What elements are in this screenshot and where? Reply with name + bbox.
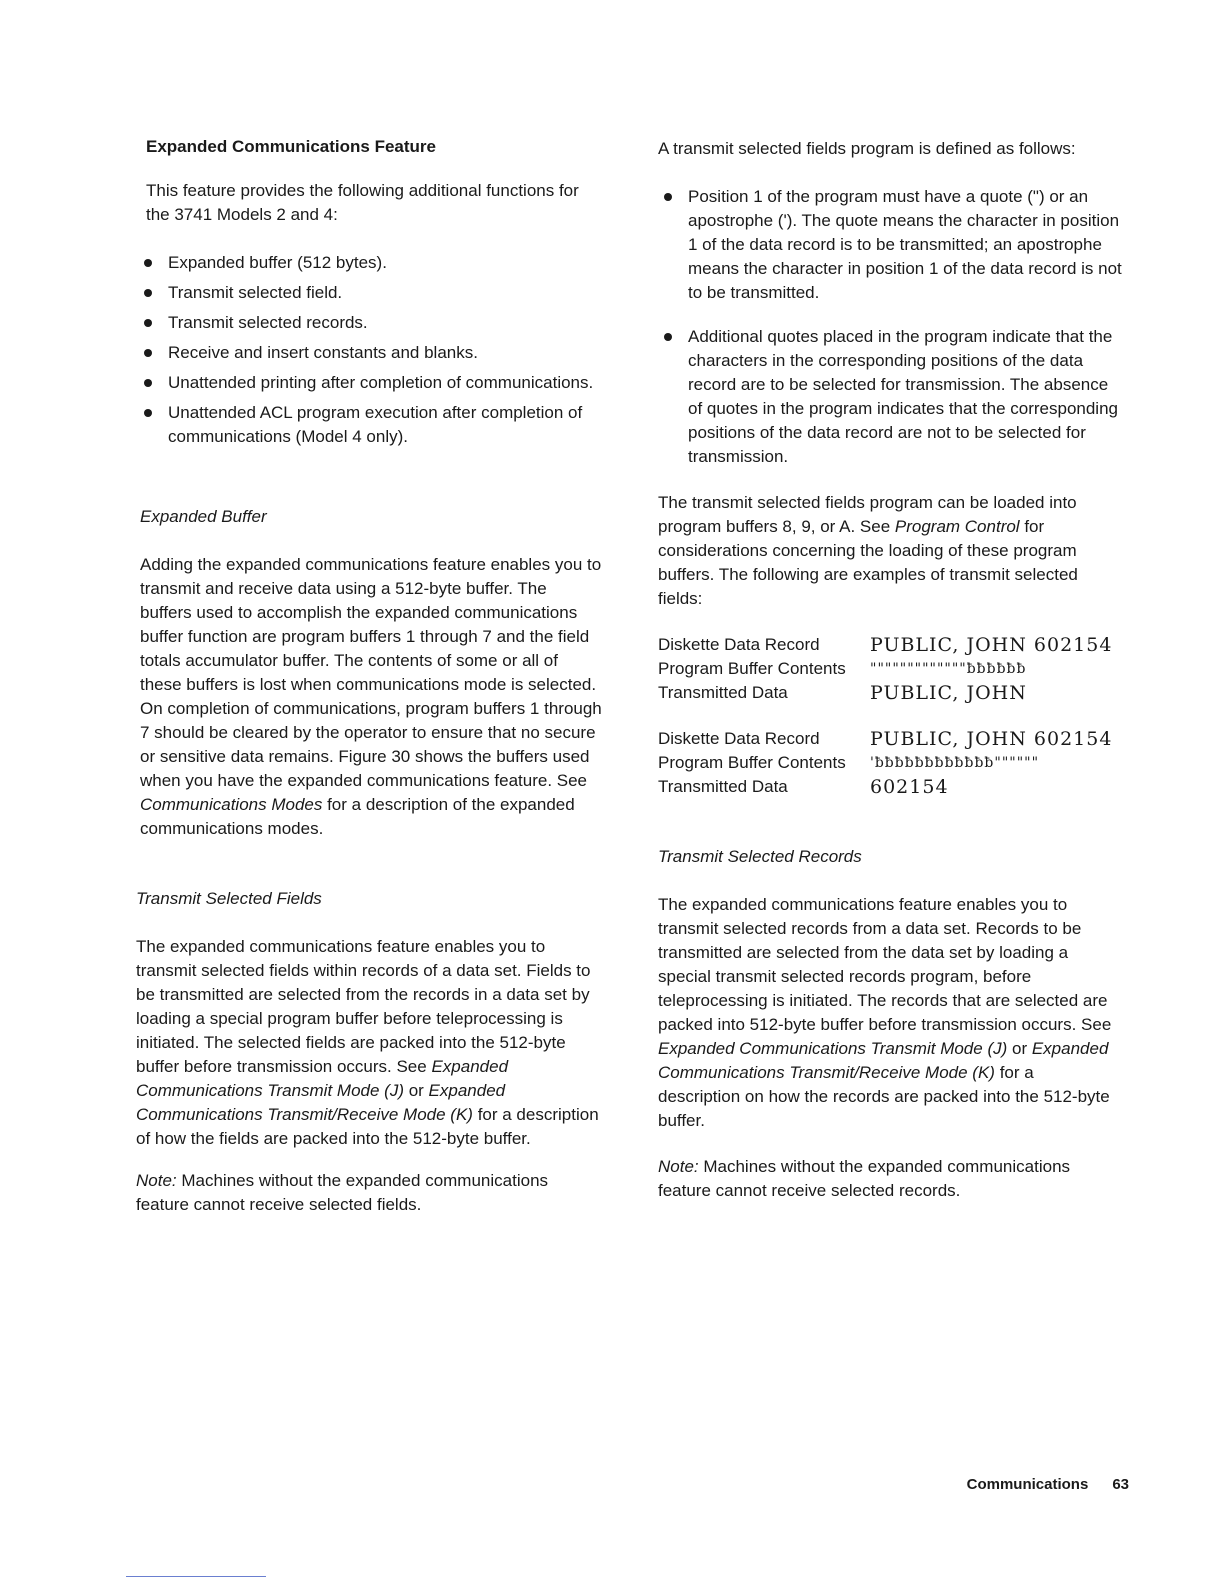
example-value: PUBLIC, JOHN xyxy=(870,682,1027,704)
paragraph-text: The transmit selected fields program can be loaded into program buffers 8, 9, or A. See xyxy=(658,493,1077,536)
cross-reference: Expanded Communications Transmit/Receive Mode (K) xyxy=(136,1081,506,1124)
expanded-buffer-section xyxy=(140,505,616,841)
example-value: 602154 xyxy=(870,776,949,798)
table-row xyxy=(658,751,1112,775)
note-text: Machines without the expanded communications feature cannot receive selected records. xyxy=(658,1157,1071,1200)
list-item: Receive and insert constants and blanks. xyxy=(138,341,616,365)
left-column xyxy=(136,135,616,1217)
note-paragraph xyxy=(136,1169,596,1217)
example-label: Diskette Data Record xyxy=(658,729,820,748)
transmit-records-section xyxy=(658,845,1123,1203)
example-value: PUBLIC, JOHN 602154 xyxy=(870,634,1113,656)
cross-reference: Expanded Communications Transmit Mode (J) xyxy=(136,1057,509,1100)
transmit-fields-section xyxy=(136,887,616,1217)
body-paragraph xyxy=(658,491,1114,611)
right-column xyxy=(658,137,1123,1203)
page-footer xyxy=(967,1476,1129,1493)
bottom-divider xyxy=(126,1576,266,1577)
table-row xyxy=(658,727,1112,751)
list-item: Unattended printing after completion of communications. xyxy=(138,371,616,395)
table-row xyxy=(658,657,1112,681)
table-row xyxy=(658,633,1112,657)
cross-reference: Expanded Communications Transmit/Receive Mode (K) xyxy=(658,1039,1109,1082)
note-text: Machines without the expanded communications feature cannot receive selected fields. xyxy=(136,1171,549,1214)
example-label: Diskette Data Record xyxy=(658,635,820,654)
cross-reference: Expanded Communications Transmit Mode (J) xyxy=(658,1039,1008,1058)
table-row xyxy=(658,775,1112,799)
list-item: Unattended ACL program execution after completion of communications (Model 4 only). xyxy=(138,401,608,449)
paragraph-text: for a description of the expanded communications modes. xyxy=(140,795,575,838)
intro-paragraph: This feature provides the following additional functions for the 3741 Models 2 and 4: xyxy=(146,181,579,224)
definition-intro: A transmit selected fields program is defined as follows: xyxy=(658,139,1076,158)
example-value: """""""""""""ƀƀƀƀƀƀ xyxy=(870,661,1027,677)
list-item: Additional quotes placed in the program indicate that the characters in the corresponding positions of the data record are to be selected for transmission. The absence of quotes in the program indicates that the corresponding positions of the data record are not to be selected for transmission. xyxy=(658,325,1123,469)
example-value: PUBLIC, JOHN 602154 xyxy=(870,728,1113,750)
example-label: Program Buffer Contents xyxy=(658,659,846,678)
definition-list xyxy=(658,185,1123,469)
note-paragraph xyxy=(658,1155,1114,1203)
list-item: Position 1 of the program must have a quote (") or an apostrophe ('). The quote means the character in position 1 of the data record is to be transmitted; an apostrophe means the character in position 1 of the data record is not to be transmitted. xyxy=(658,185,1123,305)
example-table-2 xyxy=(658,727,1112,799)
paragraph-text: for considerations concerning the loading of these program buffers. The following are examples of transmit selected fields: xyxy=(658,517,1078,608)
paragraph-text: The expanded communications feature enables you to transmit selected records from a data set. Records to be transmitted are selected from the data set by loading a special transmit selected records program, before teleprocessing is initiated. The records that are selected are packed into 512-byte buffer before transmission occurs. See xyxy=(658,895,1112,1034)
example-label: Transmitted Data xyxy=(658,777,788,796)
paragraph-text: for a description of how the fields are packed into the 512-byte buffer. xyxy=(136,1105,599,1148)
paragraph-text: or xyxy=(1007,1039,1032,1058)
subsection-heading: Expanded Buffer xyxy=(140,507,267,526)
paragraph-text: for a description on how the records are packed into the 512-byte buffer. xyxy=(658,1063,1110,1130)
example-table-1 xyxy=(658,633,1112,705)
paragraph-text: The expanded communications feature enables you to transmit selected fields within records of a data set. Fields to be transmitted are selected from the records in a data set by loading a special program buffer before teleprocessing is initiated. The selected fields are packed into the 512-byte buffer before transmission occurs. See xyxy=(136,937,591,1076)
feature-list xyxy=(138,251,616,449)
paragraph-text: or xyxy=(403,1081,429,1100)
example-value: 'ƀƀƀƀƀƀƀƀƀƀƀƀ"""""" xyxy=(870,755,1040,771)
subsection-heading: Transmit Selected Records xyxy=(658,847,862,866)
list-item: Transmit selected field. xyxy=(138,281,616,305)
list-item: Expanded buffer (512 bytes). xyxy=(138,251,616,275)
page-number: 63 xyxy=(1112,1476,1129,1493)
note-label: Note: xyxy=(136,1171,177,1190)
footer-section-name: Communications xyxy=(966,1476,1089,1493)
cross-reference: Program Control xyxy=(894,517,1020,536)
section-title: Expanded Communications Feature xyxy=(146,137,436,156)
example-label: Transmitted Data xyxy=(658,683,788,702)
body-paragraph xyxy=(136,935,608,1151)
paragraph-text: Adding the expanded communications feature enables you to transmit and receive data using a 512-byte buffer. The buffers used to accomplish the expanded communications buffer function are program buffers 1 through 7 and the field totals accumulator buffer. The contents of some or all of these buffers is lost when communications mode is selected. On completion of communications, program buffers 1 through 7 should be cleared by the operator to ensure that no secure or sensitive data remains. Figure 30 shows the buffers used when you have the expanded communications feature. See xyxy=(140,555,602,790)
body-paragraph xyxy=(658,893,1114,1133)
table-row xyxy=(658,681,1112,705)
note-label: Note: xyxy=(658,1157,699,1176)
list-item: Transmit selected records. xyxy=(138,311,616,335)
body-paragraph xyxy=(140,553,602,841)
example-label: Program Buffer Contents xyxy=(658,753,846,772)
cross-reference: Communications Modes xyxy=(140,795,323,814)
subsection-heading: Transmit Selected Fields xyxy=(136,889,322,908)
